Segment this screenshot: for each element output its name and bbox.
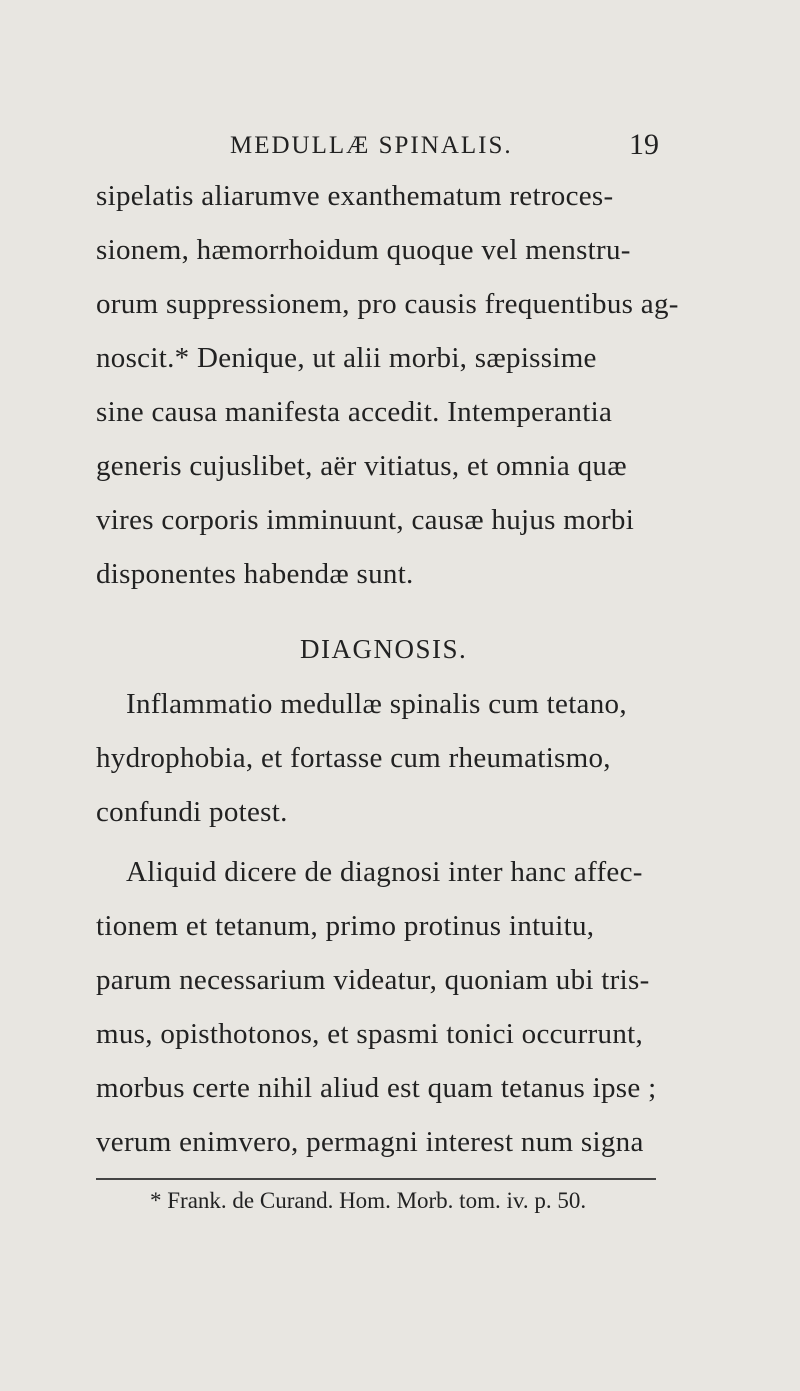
page-number: 19: [629, 128, 659, 161]
text-line: Aliquid dicere de diagnosi inter hanc affec-: [126, 856, 643, 888]
text-line: generis cujuslibet, aër vitiatus, et omnia quæ: [96, 450, 627, 482]
text-line: orum suppressionem, pro causis frequentibus ag-: [96, 288, 679, 320]
text-line: confundi potest.: [96, 796, 288, 828]
running-head: MEDULLÆ SPINALIS.: [230, 132, 513, 159]
text-line: hydrophobia, et fortasse cum rheumatismo,: [96, 742, 611, 774]
text-line: vires corporis imminuunt, causæ hujus morbi: [96, 504, 635, 536]
text-line: sionem, hæmorrhoidum quoque vel menstru-: [96, 234, 631, 266]
footnote: * Frank. de Curand. Hom. Morb. tom. iv. p. 50.: [150, 1188, 587, 1213]
text-line: Inflammatio medullæ spinalis cum tetano,: [126, 688, 627, 720]
text-line: verum enimvero, permagni interest num signa: [96, 1126, 644, 1158]
text-line: morbus certe nihil aliud est quam tetanus ipse ;: [96, 1072, 657, 1104]
text-line: disponentes habendæ sunt.: [96, 558, 414, 590]
footnote-rule: [96, 1178, 656, 1180]
text-line: tionem et tetanum, primo protinus intuitu,: [96, 910, 595, 942]
text-line: sipelatis aliarumve exanthematum retroces-: [96, 180, 614, 212]
text-line: noscit.* Denique, ut alii morbi, sæpissime: [96, 342, 597, 374]
text-line: sine causa manifesta accedit. Intemperantia: [96, 396, 613, 428]
section-heading: DIAGNOSIS.: [300, 634, 468, 664]
text-line: parum necessarium videatur, quoniam ubi tris-: [96, 964, 650, 996]
text-line: mus, opisthotonos, et spasmi tonici occurrunt,: [96, 1018, 644, 1050]
